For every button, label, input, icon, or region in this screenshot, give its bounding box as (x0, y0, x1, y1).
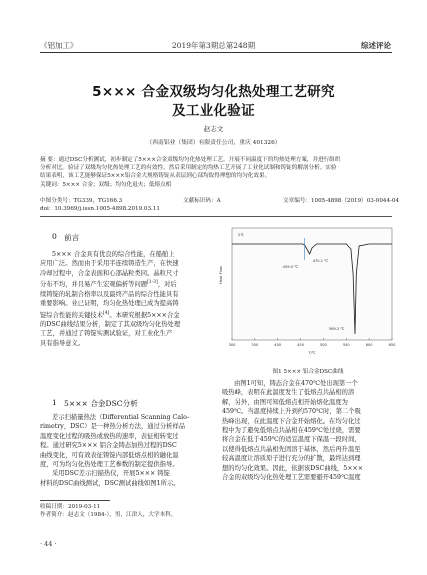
text-line: 459℃。当温度持续上升到约570℃时，第二个吸 (222, 408, 361, 416)
x-tick-label: 450 (297, 343, 305, 347)
section-number: 0 (52, 232, 57, 241)
peak1-label: 470.1 ℃ (312, 259, 329, 263)
inset-label: 2号 (238, 233, 244, 237)
article-number: 文章编号：1005-4898（2019）03-0044-04 (283, 198, 400, 204)
text-line: 以使得低熔点共晶相先固溶于基体，然后再升温至 (222, 445, 361, 453)
intro-paragraph (40, 250, 208, 348)
clc-number: 中图分类号：TG339，TG166.3 (40, 198, 123, 204)
onset-label: 459.0 ℃ (282, 265, 299, 269)
x-tick-label: 550 (342, 343, 350, 347)
x-tick-label: 300 (228, 343, 236, 347)
dsc-paragraph (40, 413, 208, 488)
affiliation: （西南铝业（集团）有限责任公司，重庆 401326） (146, 140, 281, 146)
page-number: · 44 · (40, 540, 57, 548)
section-title: 前言 (64, 233, 80, 242)
text-line: 温度变化过程的吸热或放热的速率，表征相转变过 (40, 432, 179, 440)
text-line: 工艺，并通过了铸锭实测试验证，对工业化生产 (40, 330, 173, 338)
figure-caption: 图1 5××× 铝合金DSC曲线 (272, 369, 344, 375)
text-line: 想的均匀化效果。因此，依据该DSC曲线，5××× (222, 464, 364, 472)
text-line: 将合金在低于459℃的适宜温度下保温一段时间， (222, 436, 361, 444)
abstract-rule (40, 216, 392, 217)
text-line: 续铸锭的轧制合格率以及最终产品的综合性能具有 (40, 290, 179, 298)
journal-name: 《铝加工》 (40, 41, 78, 50)
abstract-line: 分析对比。验证了双级均匀化热处理工艺的有效性，然后采用制定的均热工艺开展了工业化试制和铸锭的解剖分析。实验 (40, 165, 337, 172)
peak2-label: 569.2 ℃ (328, 327, 345, 331)
text-line: 热峰出现，在此温度下合金开始熔化。在均匀化过 (222, 417, 361, 425)
article-title-line1: 5××× 合金双级均匀化热处理工艺研究 (92, 84, 335, 100)
x-tick-label: 650 (388, 343, 396, 347)
analysis-paragraph (222, 379, 392, 482)
abstract (40, 156, 392, 189)
citation: [1-3] (147, 280, 158, 286)
text-line: rimetry，DSC）是一种热分析方法，通过分析样品 (40, 423, 186, 431)
text-line: 5××× 合金具有优良的综合性能，在船舶上 (52, 251, 175, 258)
text-line: 程。通过研究5××× 铝合金铸态加热过程的DSC (40, 442, 177, 450)
citation: [4] (102, 310, 110, 316)
text-line (40, 278, 208, 290)
author: 赵志文 (203, 125, 224, 133)
dsc-figure (218, 222, 398, 357)
text-line: 具有指导意义。 (40, 339, 85, 347)
x-axis-label: T/℃ (308, 351, 316, 355)
text-span: 分布不均，并且易产生宏观偏析等问题 (40, 281, 148, 289)
text-span: ，对后 (157, 281, 177, 289)
text-line: 合金的双级均匀化热处理工艺需要避开459℃温度 (222, 474, 361, 482)
text-line (40, 309, 208, 321)
x-tick-label: 350 (251, 343, 259, 347)
y-axis-label: Heat Flow (219, 266, 223, 284)
text-line: 重要影响。业已证明，均匀化热处理已成为提高铸 (40, 300, 179, 308)
text-line: 较高温度让溶质原子进行充分的扩散，最终达到理 (222, 455, 361, 463)
x-tick-label: 400 (274, 343, 282, 347)
text-line: 由图1可知，铸态合金在470℃处出现第一个 (234, 380, 358, 387)
keywords: 关键词：5××× 合金；双级；均匀化退火；低熔点相 (40, 181, 172, 188)
section-title: 5××× 合金DSC分析 (64, 399, 138, 408)
issue-info: 2019年第3期总第248期 (171, 41, 256, 50)
footnote-rule (40, 500, 110, 501)
x-tick-label: 600 (365, 343, 373, 347)
text-line: 冷却过程中，合金表面和心部晶粒类同。晶粒尺寸 (40, 269, 179, 277)
column-name: 综述评论 (361, 41, 391, 50)
document-code: 文献标识码：A (183, 198, 221, 204)
plot-frame (232, 228, 392, 340)
text-span: 。本研究根据5×××合金 (109, 311, 180, 319)
text-line: 程中为了避免低熔点共晶相在459℃处过烧，需要 (222, 427, 361, 435)
doi: doi：10.3969/j.issn.1005-4898.2019.03.11 (40, 206, 160, 212)
text-span: 锭综合性能的关键技术 (40, 311, 103, 319)
text-line: 的DSC曲线结果分析，制定了其双级均匀化热处理 (40, 321, 181, 329)
text-line: 解，另外，由图可知低熔点相开始熔化温度为 (222, 398, 348, 406)
header-rule (40, 52, 392, 53)
article-title-line2: 及工业化验证 (172, 103, 255, 119)
text-line: 材料的DSC曲线测试，DSC测试曲线如图1所示。 (40, 479, 180, 487)
text-line: 曲线变化，可有效表征铸锭内部低熔点相的融化温 (40, 451, 179, 459)
abstract-line: 结果表明，该工艺能够保证5×××铝合金大规格铸锭从表层到心部均取得理想的均匀化效果。 (40, 173, 271, 180)
abstract-line: 摘 要：通过DSC分析测试，初步制定了5×××合金双级均匀化热处理工艺。开展不同温度下的均热处理方案，并进行组织 (40, 157, 341, 163)
footnote-author: 作者简介：赵志文（1984-），男，江津人，大学本科。 (40, 512, 177, 518)
section-number: 1 (52, 398, 57, 407)
text-line: 应用广泛。然而由于采用半连续铸造生产，在快速 (40, 260, 179, 268)
text-line: 度，可为均匀化热处理工艺参数的制定提供指导。 (40, 461, 179, 469)
footnote-received: 收稿日期：2019-03-11 (40, 504, 101, 510)
text-line: 吸热峰，表明在此温度发生了低熔点共晶相的溶 (222, 389, 355, 397)
text-line: 采用DSC差示扫描热仪，开展5××× 铸锭 (52, 470, 170, 478)
x-tick-label: 500 (319, 343, 327, 347)
text-line: 差示扫描量热法（Differential Scanning Calo- (52, 414, 190, 421)
